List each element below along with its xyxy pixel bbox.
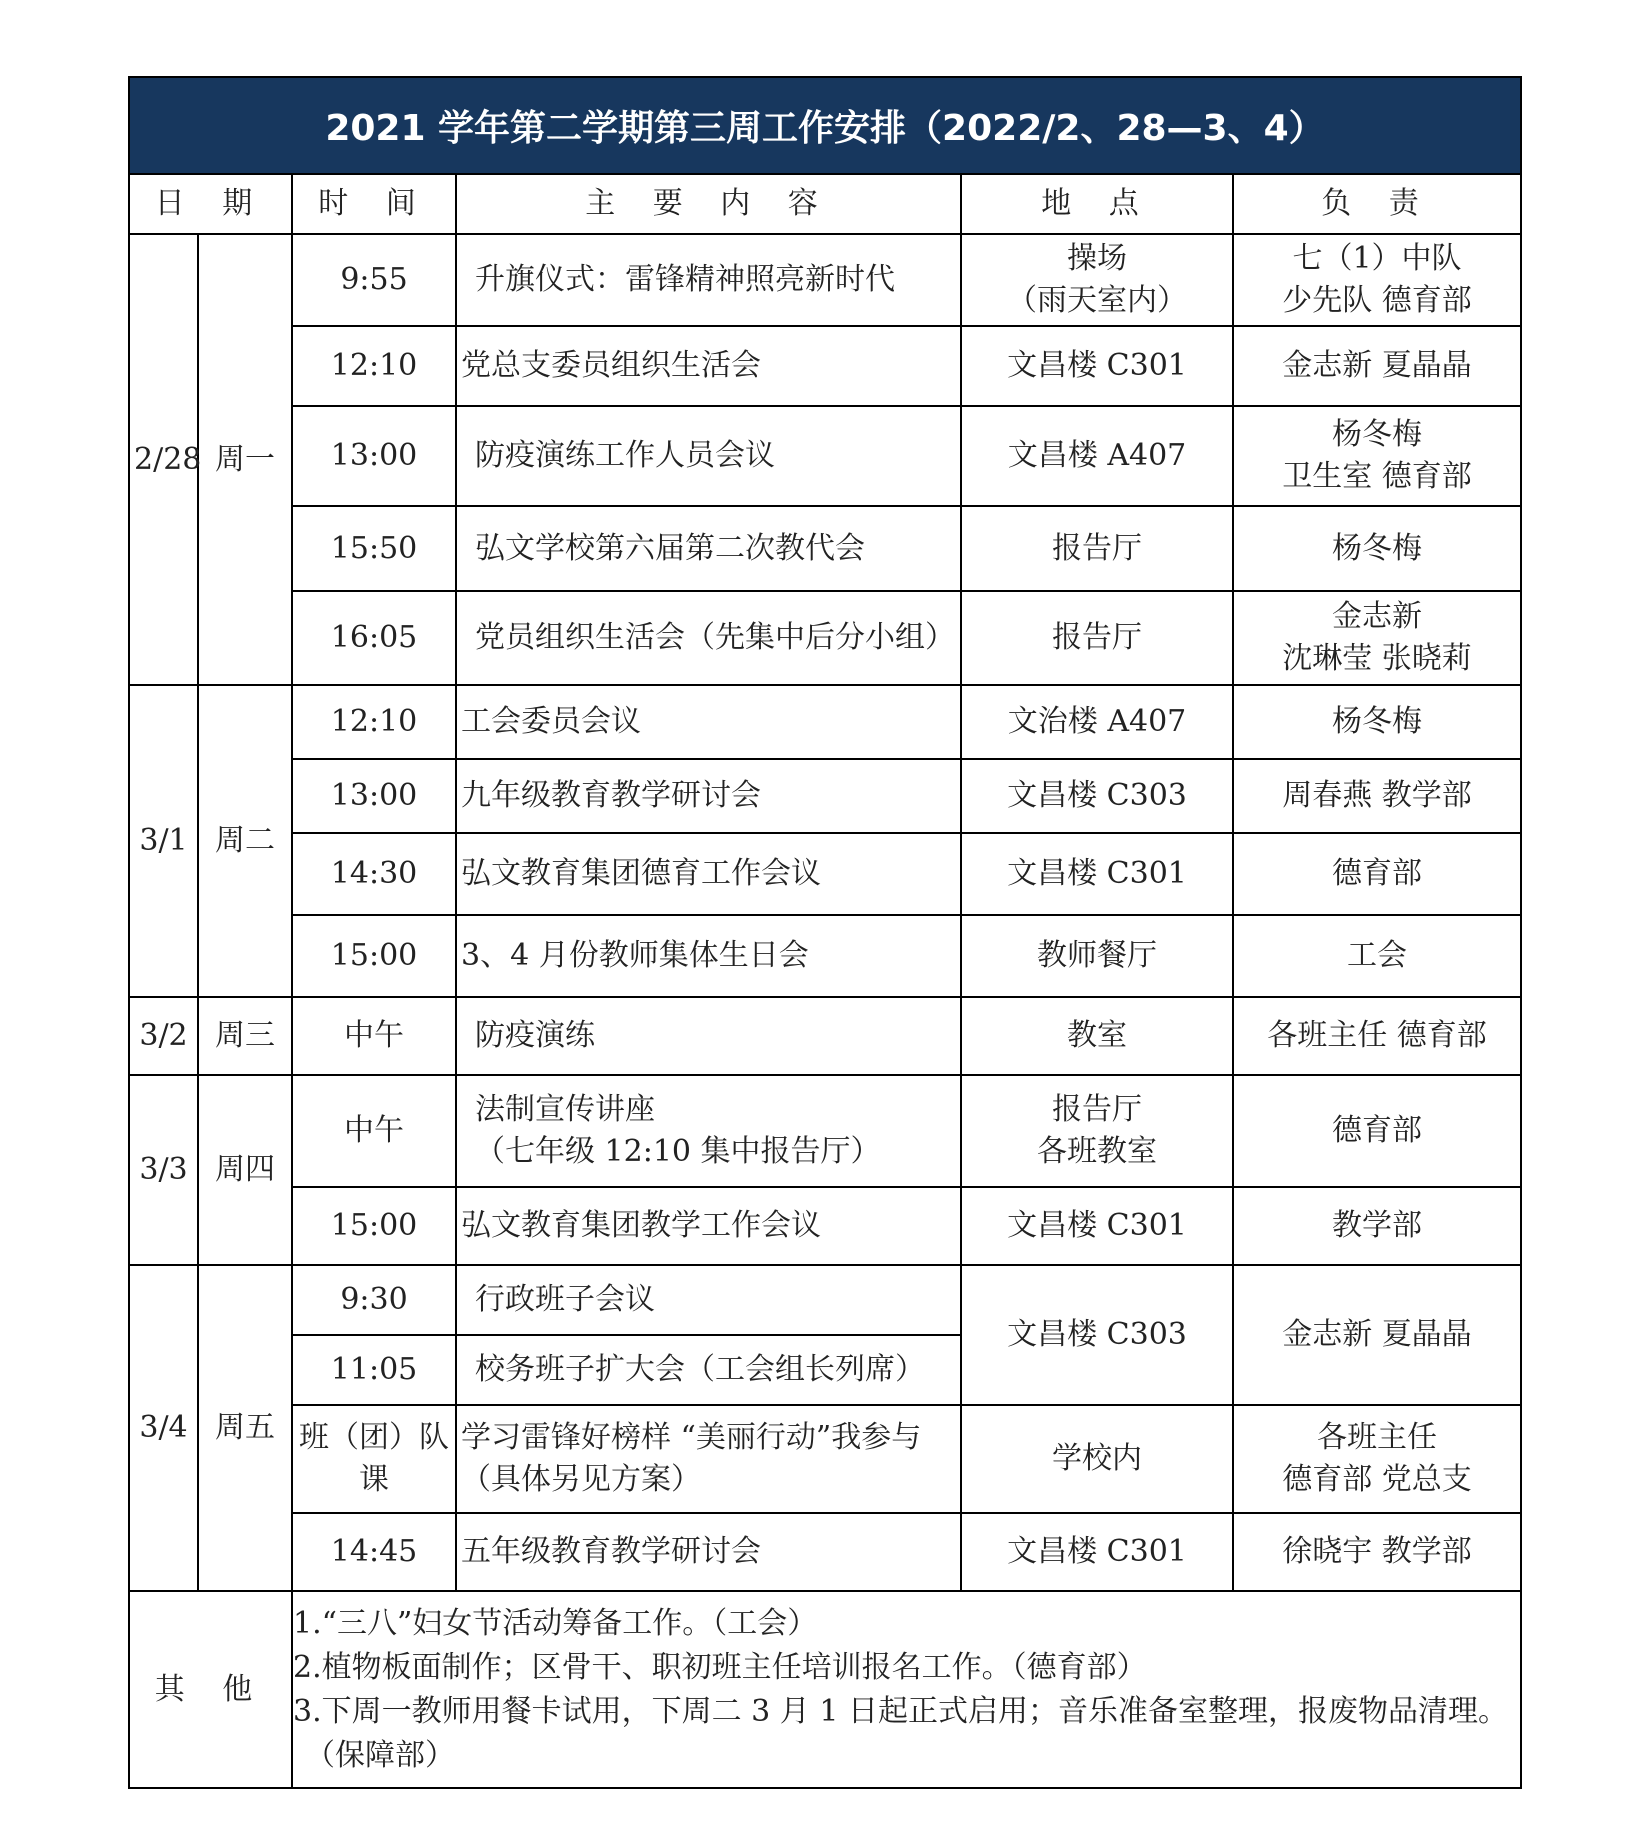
header-place: 地 点 (961, 175, 1233, 234)
place-cell: 报告厅 (961, 591, 1233, 685)
table-row (130, 1075, 1520, 1187)
date-cell: 3/4 (130, 1265, 198, 1591)
time-cell: 14:30 (292, 833, 456, 915)
date-cell: 3/3 (130, 1075, 198, 1265)
time-cell: 中午 (292, 1075, 456, 1187)
weekday-cell: 周四 (198, 1075, 292, 1265)
owner-cell: 杨冬梅 (1233, 506, 1520, 591)
table-row (130, 1265, 1520, 1335)
table-row (130, 1405, 1520, 1513)
table-row (130, 506, 1520, 591)
time-cell: 15:00 (292, 1187, 456, 1265)
content-cell: 3、4 月份教师集体生日会 (456, 915, 961, 997)
place-cell: 报告厅 (961, 506, 1233, 591)
table-row (130, 833, 1520, 915)
time-cell: 16:05 (292, 591, 456, 685)
content-cell: 防疫演练工作人员会议 (456, 406, 961, 506)
place-cell: 学校内 (961, 1405, 1233, 1513)
list-item: 1.“三八”妇女节活动筹备工作。（工会） (293, 1605, 818, 1641)
owner-cell: 各班主任 德育部 (1233, 997, 1520, 1075)
place-cell: 操场 （雨天室内） (961, 234, 1233, 326)
owner-cell: 七（1）中队 少先队 德育部 (1233, 234, 1520, 326)
place-cell: 文昌楼 C303 (961, 1265, 1233, 1405)
time-cell: 11:05 (292, 1335, 456, 1405)
header-row (130, 175, 1520, 234)
schedule-table (130, 175, 1520, 1787)
list-item: 3.下周一教师用餐卡试用，下周二 3 月 1 日起正式启用；音乐准备室整理，报废物品清理。 (293, 1693, 1508, 1729)
date-cell: 2/28 (130, 234, 198, 685)
table-row (130, 326, 1520, 406)
owner-cell: 周春燕 教学部 (1233, 759, 1520, 833)
table-row (130, 406, 1520, 506)
owner-cell: 德育部 (1233, 1075, 1520, 1187)
time-cell: 15:00 (292, 915, 456, 997)
header-date: 日 期 (130, 175, 292, 234)
owner-cell: 金志新 沈琳莹 张晓莉 (1233, 591, 1520, 685)
place-cell: 文昌楼 C301 (961, 326, 1233, 406)
table-row (130, 234, 1520, 326)
other-notes (292, 1591, 1520, 1787)
owner-cell: 工会 (1233, 915, 1520, 997)
header-time: 时 间 (292, 175, 456, 234)
time-cell: 班（团）队课 (292, 1405, 456, 1513)
content-cell: 校务班子扩大会（工会组长列席） (456, 1335, 961, 1405)
other-label: 其 他 (130, 1591, 292, 1787)
place-cell: 文昌楼 C303 (961, 759, 1233, 833)
table-row (130, 915, 1520, 997)
content-cell: 五年级教育教学研讨会 (456, 1513, 961, 1591)
owner-cell: 金志新 夏晶晶 (1233, 326, 1520, 406)
table-row (130, 759, 1520, 833)
place-cell: 文治楼 A407 (961, 685, 1233, 759)
owner-cell: 杨冬梅 卫生室 德育部 (1233, 406, 1520, 506)
content-cell: 弘文学校第六届第二次教代会 (456, 506, 961, 591)
weekday-cell: 周一 (198, 234, 292, 685)
time-cell: 13:00 (292, 406, 456, 506)
list-item: 2.植物板面制作；区骨干、职初班主任培训报名工作。（德育部） (293, 1649, 1147, 1685)
content-cell: 防疫演练 (456, 997, 961, 1075)
place-cell: 文昌楼 A407 (961, 406, 1233, 506)
place-cell: 文昌楼 C301 (961, 1513, 1233, 1591)
time-cell: 12:10 (292, 685, 456, 759)
content-cell: 弘文教育集团德育工作会议 (456, 833, 961, 915)
other-row (130, 1591, 1520, 1787)
time-cell: 12:10 (292, 326, 456, 406)
content-cell: 九年级教育教学研讨会 (456, 759, 961, 833)
header-owner: 负 责 (1233, 175, 1520, 234)
time-cell: 中午 (292, 997, 456, 1075)
table-row (130, 591, 1520, 685)
content-cell: 弘文教育集团教学工作会议 (456, 1187, 961, 1265)
weekday-cell: 周五 (198, 1265, 292, 1591)
place-cell: 报告厅 各班教室 (961, 1075, 1233, 1187)
table-row (130, 1513, 1520, 1591)
time-cell: 15:50 (292, 506, 456, 591)
page-title: 2021 学年第二学期第三周工作安排（2022/2、28—3、4） (130, 78, 1520, 175)
table-row (130, 1187, 1520, 1265)
owner-cell: 教学部 (1233, 1187, 1520, 1265)
list-item: （保障部） (305, 1737, 456, 1773)
content-cell: 升旗仪式：雷锋精神照亮新时代 (456, 234, 961, 326)
owner-cell: 徐晓宇 教学部 (1233, 1513, 1520, 1591)
time-cell: 9:30 (292, 1265, 456, 1335)
table-row (130, 685, 1520, 759)
header-content: 主 要 内 容 (456, 175, 961, 234)
content-cell: 党总支委员组织生活会 (456, 326, 961, 406)
weekday-cell: 周二 (198, 685, 292, 997)
owner-cell: 德育部 (1233, 833, 1520, 915)
place-cell: 文昌楼 C301 (961, 833, 1233, 915)
date-cell: 3/1 (130, 685, 198, 997)
content-cell: 党员组织生活会（先集中后分小组） (456, 591, 961, 685)
place-cell: 教室 (961, 997, 1233, 1075)
place-cell: 教师餐厅 (961, 915, 1233, 997)
weekday-cell: 周三 (198, 997, 292, 1075)
place-cell: 文昌楼 C301 (961, 1187, 1233, 1265)
owner-cell: 杨冬梅 (1233, 685, 1520, 759)
time-cell: 9:55 (292, 234, 456, 326)
owner-cell: 各班主任 德育部 党总支 (1233, 1405, 1520, 1513)
table-row (130, 997, 1520, 1075)
time-cell: 14:45 (292, 1513, 456, 1591)
schedule-sheet (128, 76, 1522, 1789)
owner-cell: 金志新 夏晶晶 (1233, 1265, 1520, 1405)
content-cell: 学习雷锋好榜样 “美丽行动”我参与（具体另见方案） (456, 1405, 961, 1513)
content-cell: 行政班子会议 (456, 1265, 961, 1335)
time-cell: 13:00 (292, 759, 456, 833)
content-cell: 工会委员会议 (456, 685, 961, 759)
date-cell: 3/2 (130, 997, 198, 1075)
content-cell: 法制宣传讲座 （七年级 12:10 集中报告厅） (456, 1075, 961, 1187)
